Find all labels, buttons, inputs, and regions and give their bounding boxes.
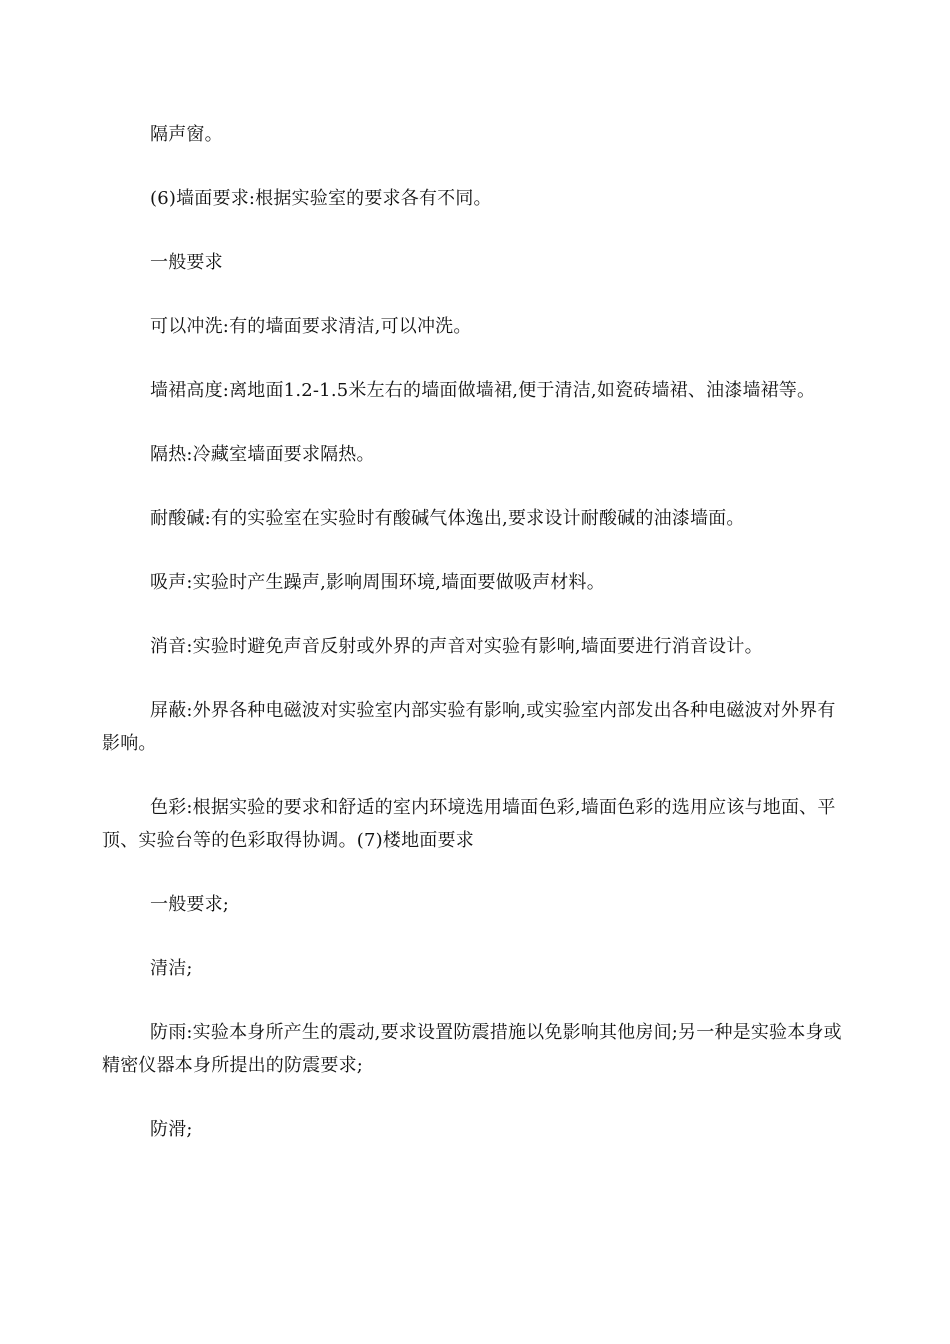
paragraph-anti-slip: 防滑; [150,1119,193,1140]
paragraph-wall-requirements: (6)墙面要求:根据实验室的要求各有不同。 [150,188,492,209]
paragraph-noise-cancellation: 消音:实验时避免声音反射或外界的声音对实验有影响,墙面要进行消音设计。 [150,636,763,657]
paragraph-soundproof-window: 隔声窗。 [150,124,223,145]
paragraph-vibration-proof: 防雨:实验本身所产生的震动,要求设置防震措施以免影响其他房间;另一种是实验本身或精密仪器本身所提出的防震要求; [102,1022,842,1076]
paragraph-color: 色彩:根据实验的要求和舒适的室内环境选用墙面色彩,墙面色彩的选用应该与地面、平顶、实验台等的色彩取得协调。(7)楼地面要求 [102,797,836,851]
paragraph-shielding: 屏蔽:外界各种电磁波对实验室内部实验有影响,或实验室内部发出各种电磁波对外界有影响。 [102,700,836,754]
paragraph-sound-absorption: 吸声:实验时产生躁声,影响周围环境,墙面要做吸声材料。 [150,572,605,593]
document-body [102,118,846,1177]
paragraph-insulation: 隔热:冷藏室墙面要求隔热。 [150,444,375,465]
paragraph-acid-alkali-resistance: 耐酸碱:有的实验室在实验时有酸碱气体逸出,要求设计耐酸碱的油漆墙面。 [150,508,745,529]
paragraph-floor-general: 一般要求; [150,894,230,915]
paragraph-general-requirements: 一般要求 [150,252,223,273]
paragraph-washable: 可以冲洗:有的墙面要求清洁,可以冲洗。 [150,316,472,337]
paragraph-clean: 清洁; [150,958,193,979]
paragraph-dado-height: 墙裙高度:离地面1.2-1.5米左右的墙面做墙裙,便于清洁,如瓷砖墙裙、油漆墙裙等。 [150,380,816,401]
